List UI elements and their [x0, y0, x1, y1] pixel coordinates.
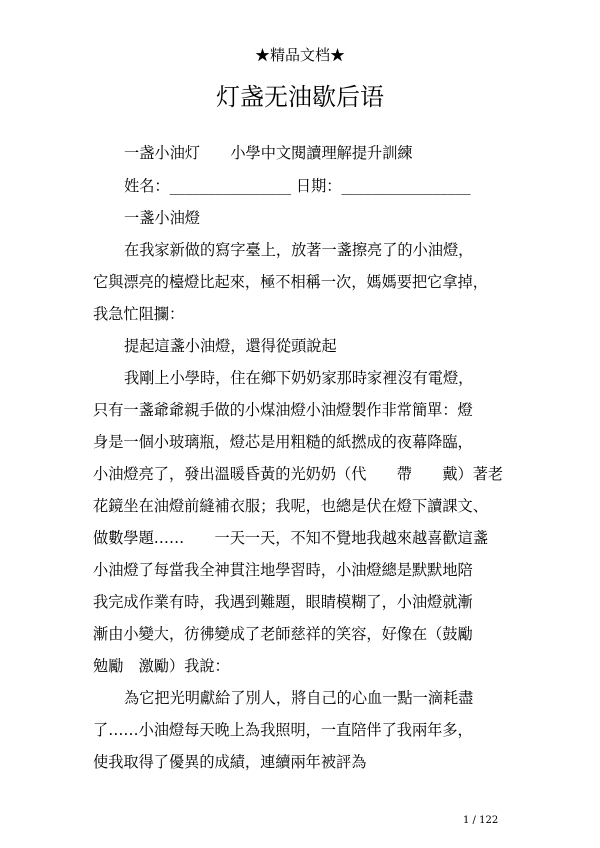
- text-line: 它與漂亮的檯燈比起來，極不相稱一次，媽媽要把它拿掉，: [93, 273, 488, 291]
- text-line: 在我家新做的寫字臺上，放著一盞擦亮了的小油燈，: [124, 241, 474, 259]
- text-line: 我完成作業有時，我遇到難題，眼睛模糊了，小油燈就漸: [93, 593, 473, 611]
- page-header: ★精品文档★: [254, 46, 345, 64]
- text-line: 漸由小變大，彷彿變成了老師慈祥的笑容，好像在（鼓勵: [93, 625, 473, 643]
- text-line: 花鏡坐在油燈前縫補衣服；我呢，也總是伏在燈下讀課文、: [93, 497, 488, 515]
- text-line: 一盏小油灯 小學中文閱讀理解提升訓練: [124, 144, 413, 162]
- text-line: 小油燈亮了，發出溫暖昏黃的光奶奶（代 帶 戴）著老: [93, 465, 504, 483]
- text-line: 使我取得了優異的成績，連續兩年被評為: [93, 753, 367, 771]
- text-line: 身是一個小玻璃瓶，燈芯是用粗糙的紙撚成的夜幕降臨，: [93, 433, 473, 451]
- text-line: 只有一盞爺爺親手做的小煤油燈小油燈製作非常簡單：燈: [93, 401, 473, 419]
- text-line: 了……小油燈每天晚上為我照明，一直陪伴了我兩年多，: [93, 721, 473, 739]
- text-line: 一盞小油燈: [124, 209, 200, 227]
- text-line: 提起這盞小油燈，還得從頭說起: [124, 337, 337, 355]
- text-line: 姓名：________________ 日期：_________________: [124, 177, 471, 195]
- page-number: 1 / 122: [463, 815, 499, 826]
- text-line: 做數學題…… 一天一天，不知不覺地我越來越喜歡這盞: [93, 529, 488, 547]
- text-line: 勉勵 激勵）我說：: [93, 657, 230, 675]
- text-line: 我急忙阻攔：: [93, 305, 185, 323]
- text-line: 我剛上小學時，住在鄉下奶奶家那時家裡沒有電燈，: [124, 369, 474, 387]
- text-line: 為它把光明獻給了別人，將自己的心血一點一滴耗盡: [124, 689, 474, 707]
- text-line: 小油燈了每當我全神貫注地學習時，小油燈總是默默地陪: [93, 561, 473, 579]
- document-title: 灯盏无油歇后语: [216, 83, 384, 111]
